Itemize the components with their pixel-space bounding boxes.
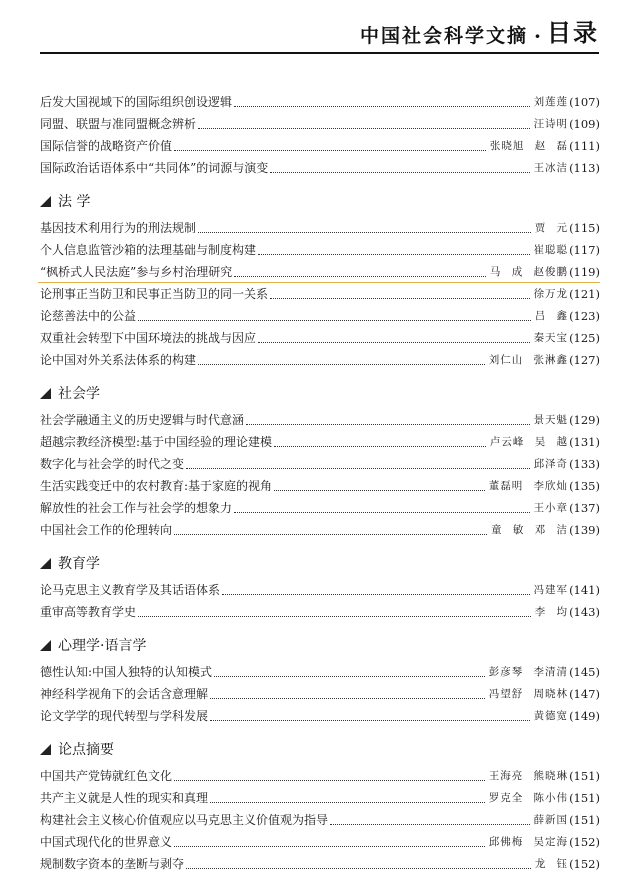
entry-authors: 王小章 (533, 502, 569, 514)
section-heading (40, 738, 600, 760)
page-header (40, 14, 599, 54)
dot-leader (198, 232, 531, 233)
entry-page-number: (117) (569, 243, 600, 257)
page-title: 目录 (547, 18, 599, 47)
toc-entry[interactable] (40, 214, 600, 236)
dot-leader (174, 846, 485, 847)
toc-entry[interactable] (40, 576, 600, 598)
triangle-bullet-icon (40, 558, 51, 569)
entry-page-number: (133) (569, 457, 600, 471)
entry-page-number: (135) (569, 479, 600, 493)
entry-page-number: (125) (569, 331, 600, 345)
entry-title: 德性认知:中国人独特的认知模式 (40, 665, 213, 679)
toc-entry[interactable] (40, 680, 600, 702)
dot-leader (186, 468, 530, 469)
entry-authors: 张晓旭 赵 磊 (489, 140, 569, 152)
toc-entry[interactable] (40, 598, 600, 620)
section-heading (40, 634, 600, 656)
triangle-bullet-icon (40, 744, 51, 755)
entry-title: 数字化与社会学的时代之变 (40, 457, 185, 471)
entry-authors: 冯建军 (533, 584, 569, 596)
toc-entry[interactable] (40, 154, 600, 176)
toc-entry[interactable] (40, 110, 600, 132)
dot-leader (174, 780, 485, 781)
entry-page-number: (121) (569, 287, 600, 301)
section-heading (40, 190, 600, 212)
entry-page-number: (123) (569, 309, 600, 323)
section-heading-label: 法 学 (58, 194, 91, 210)
entry-title: 超越宗教经济模型:基于中国经验的理论建模 (40, 435, 273, 449)
toc-entry[interactable] (40, 762, 600, 784)
toc-entry[interactable] (40, 406, 600, 428)
entry-page-number: (141) (569, 583, 600, 597)
toc-entry[interactable] (40, 428, 600, 450)
entry-page-number: (152) (569, 835, 600, 849)
entry-title: 个人信息监管沙箱的法理基础与制度构建 (40, 243, 257, 257)
dot-leader (138, 320, 531, 321)
entry-title: “枫桥式人民法庭”参与乡村治理研究 (40, 265, 233, 279)
toc-entry[interactable] (40, 280, 600, 302)
section-heading-label: 教育学 (58, 556, 100, 572)
entry-title: 构建社会主义核心价值观应以马克思主义价值观为指导 (40, 813, 329, 827)
dot-leader (246, 424, 530, 425)
toc-section (40, 634, 600, 724)
entry-authors: 汪诗明 (533, 118, 569, 130)
toc-section (40, 382, 600, 538)
triangle-bullet-icon (40, 640, 51, 651)
entry-title: 社会学融通主义的历史逻辑与时代意涵 (40, 413, 245, 427)
entry-page-number: (151) (569, 791, 600, 805)
toc-entry[interactable] (40, 302, 600, 324)
dot-leader (222, 594, 530, 595)
entry-page-number: (137) (569, 501, 600, 515)
toc-entry[interactable] (40, 784, 600, 806)
dot-leader (210, 698, 485, 699)
entry-title: 论文学学的现代转型与学科发展 (40, 709, 209, 723)
entry-page-number: (113) (569, 161, 600, 175)
entry-page-number: (147) (569, 687, 600, 701)
entry-title: 论马克思主义教育学及其话语体系 (40, 583, 221, 597)
entry-authors: 彭彦琴 李清清 (488, 666, 569, 678)
entry-authors: 卢云峰 吴 越 (489, 436, 569, 448)
triangle-bullet-icon (40, 388, 51, 399)
toc-entry[interactable] (40, 516, 600, 538)
entry-page-number: (111) (569, 139, 600, 153)
dot-leader (270, 298, 530, 299)
entry-authors: 李 均 (534, 606, 569, 618)
dot-leader (198, 364, 485, 365)
toc-section (40, 738, 600, 872)
entry-title: 中国社会工作的伦理转向 (40, 523, 173, 537)
dot-leader (330, 824, 530, 825)
dot-leader (234, 276, 486, 277)
entry-page-number: (152) (569, 857, 600, 871)
triangle-bullet-icon (40, 196, 51, 207)
toc-entry[interactable] (40, 88, 600, 110)
entry-page-number: (145) (569, 665, 600, 679)
header-separator: · (534, 24, 541, 48)
entry-title: 同盟、联盟与准同盟概念辨析 (40, 117, 197, 131)
entry-authors: 罗克全 陈小伟 (488, 792, 569, 804)
section-heading-label: 论点摘要 (58, 742, 114, 758)
toc-entry[interactable] (40, 702, 600, 724)
dot-leader (270, 172, 529, 173)
entry-title: 规制数字资本的垄断与剥夺 (40, 857, 185, 871)
entry-page-number: (119) (569, 265, 600, 279)
table-of-contents (40, 88, 600, 877)
dot-leader (210, 720, 530, 721)
entry-authors: 秦天宝 (533, 332, 569, 344)
dot-leader (174, 150, 486, 151)
toc-section (40, 190, 600, 368)
entry-title: 重审高等教育学史 (40, 605, 137, 619)
entry-authors: 龙 钰 (534, 858, 569, 870)
entry-title: 生活实践变迁中的农村教育:基于家庭的视角 (40, 479, 273, 493)
toc-entry[interactable] (40, 258, 600, 280)
entry-title: 基因技术利用行为的刑法规制 (40, 221, 197, 235)
entry-authors: 黄德宽 (533, 710, 569, 722)
entry-authors: 冯望舒 周晓林 (488, 688, 569, 700)
entry-authors: 邱佛梅 吴定海 (488, 836, 569, 848)
entry-authors: 吕 鑫 (534, 310, 569, 322)
toc-entry[interactable] (40, 850, 600, 872)
entry-authors: 贾 元 (534, 222, 569, 234)
dot-leader (258, 254, 530, 255)
toc-entry[interactable] (40, 472, 600, 494)
dot-leader (274, 490, 485, 491)
entry-title: 双重社会转型下中国环境法的挑战与因应 (40, 331, 257, 345)
entry-title: 论中国对外关系法体系的构建 (40, 353, 197, 367)
entry-page-number: (127) (569, 353, 600, 367)
section-heading (40, 552, 600, 574)
toc-entry[interactable] (40, 658, 600, 680)
dot-leader (174, 534, 487, 535)
entry-authors: 王海亮 熊晓琳 (488, 770, 569, 782)
entry-authors: 刘仁山 张淋鑫 (488, 354, 569, 366)
toc-section (40, 88, 600, 176)
entry-authors: 马 成 赵俊鹏 (489, 266, 569, 278)
section-heading-label: 社会学 (58, 386, 100, 402)
entry-title: 中国式现代化的世界意义 (40, 835, 173, 849)
toc-entry[interactable] (40, 132, 600, 154)
dot-leader (186, 868, 531, 869)
toc-entry[interactable] (40, 236, 600, 258)
dot-leader (138, 616, 531, 617)
entry-page-number: (151) (569, 813, 600, 827)
toc-entry[interactable] (40, 324, 600, 346)
entry-title: 中国共产党铸就红色文化 (40, 769, 173, 783)
entry-authors: 董磊明 李欣灿 (488, 480, 569, 492)
entry-authors: 徐万龙 (533, 288, 569, 300)
entry-page-number: (143) (569, 605, 600, 619)
section-heading (40, 382, 600, 404)
dot-leader (234, 512, 530, 513)
entry-title: 国际政治话语体系中“共同体”的词源与演变 (40, 161, 269, 175)
entry-page-number: (139) (569, 523, 600, 537)
entry-page-number: (149) (569, 709, 600, 723)
entry-authors: 薛新国 (533, 814, 569, 826)
toc-entry[interactable] (40, 450, 600, 472)
entry-title: 国际信誉的战略资产价值 (40, 139, 173, 153)
entry-title: 解放性的社会工作与社会学的想象力 (40, 501, 233, 515)
entry-title: 论刑事正当防卫和民事正当防卫的同一关系 (40, 287, 269, 301)
toc-section (40, 552, 600, 620)
dot-leader (198, 128, 530, 129)
entry-authors: 刘莲莲 (533, 96, 569, 108)
section-heading-label: 心理学·语言学 (58, 638, 147, 654)
entry-page-number: (107) (569, 95, 600, 109)
dot-leader (258, 342, 530, 343)
entry-authors: 崔聪聪 (533, 244, 569, 256)
dot-leader (214, 676, 485, 677)
entry-title: 后发大国视域下的国际组织创设逻辑 (40, 95, 233, 109)
entry-authors: 王冰洁 (533, 162, 569, 174)
entry-page-number: (131) (569, 435, 600, 449)
journal-name: 中国社会科学文摘 (360, 25, 529, 47)
toc-entry[interactable] (40, 346, 600, 368)
entry-title: 神经科学视角下的会话含意理解 (40, 687, 209, 701)
toc-entry[interactable] (40, 828, 600, 850)
toc-entry[interactable] (40, 494, 600, 516)
entry-page-number: (129) (569, 413, 600, 427)
entry-title: 共产主义就是人性的现实和真理 (40, 791, 209, 805)
entry-page-number: (109) (569, 117, 600, 131)
entry-page-number: (151) (569, 769, 600, 783)
entry-authors: 景天魁 (533, 414, 569, 426)
dot-leader (274, 446, 486, 447)
entry-page-number: (115) (569, 221, 600, 235)
entry-authors: 邱泽奇 (533, 458, 569, 470)
entry-authors: 童 敏 邓 洁 (491, 524, 569, 536)
dot-leader (210, 802, 485, 803)
toc-entry[interactable] (40, 806, 600, 828)
entry-title: 论慈善法中的公益 (40, 309, 137, 323)
dot-leader (234, 106, 530, 107)
